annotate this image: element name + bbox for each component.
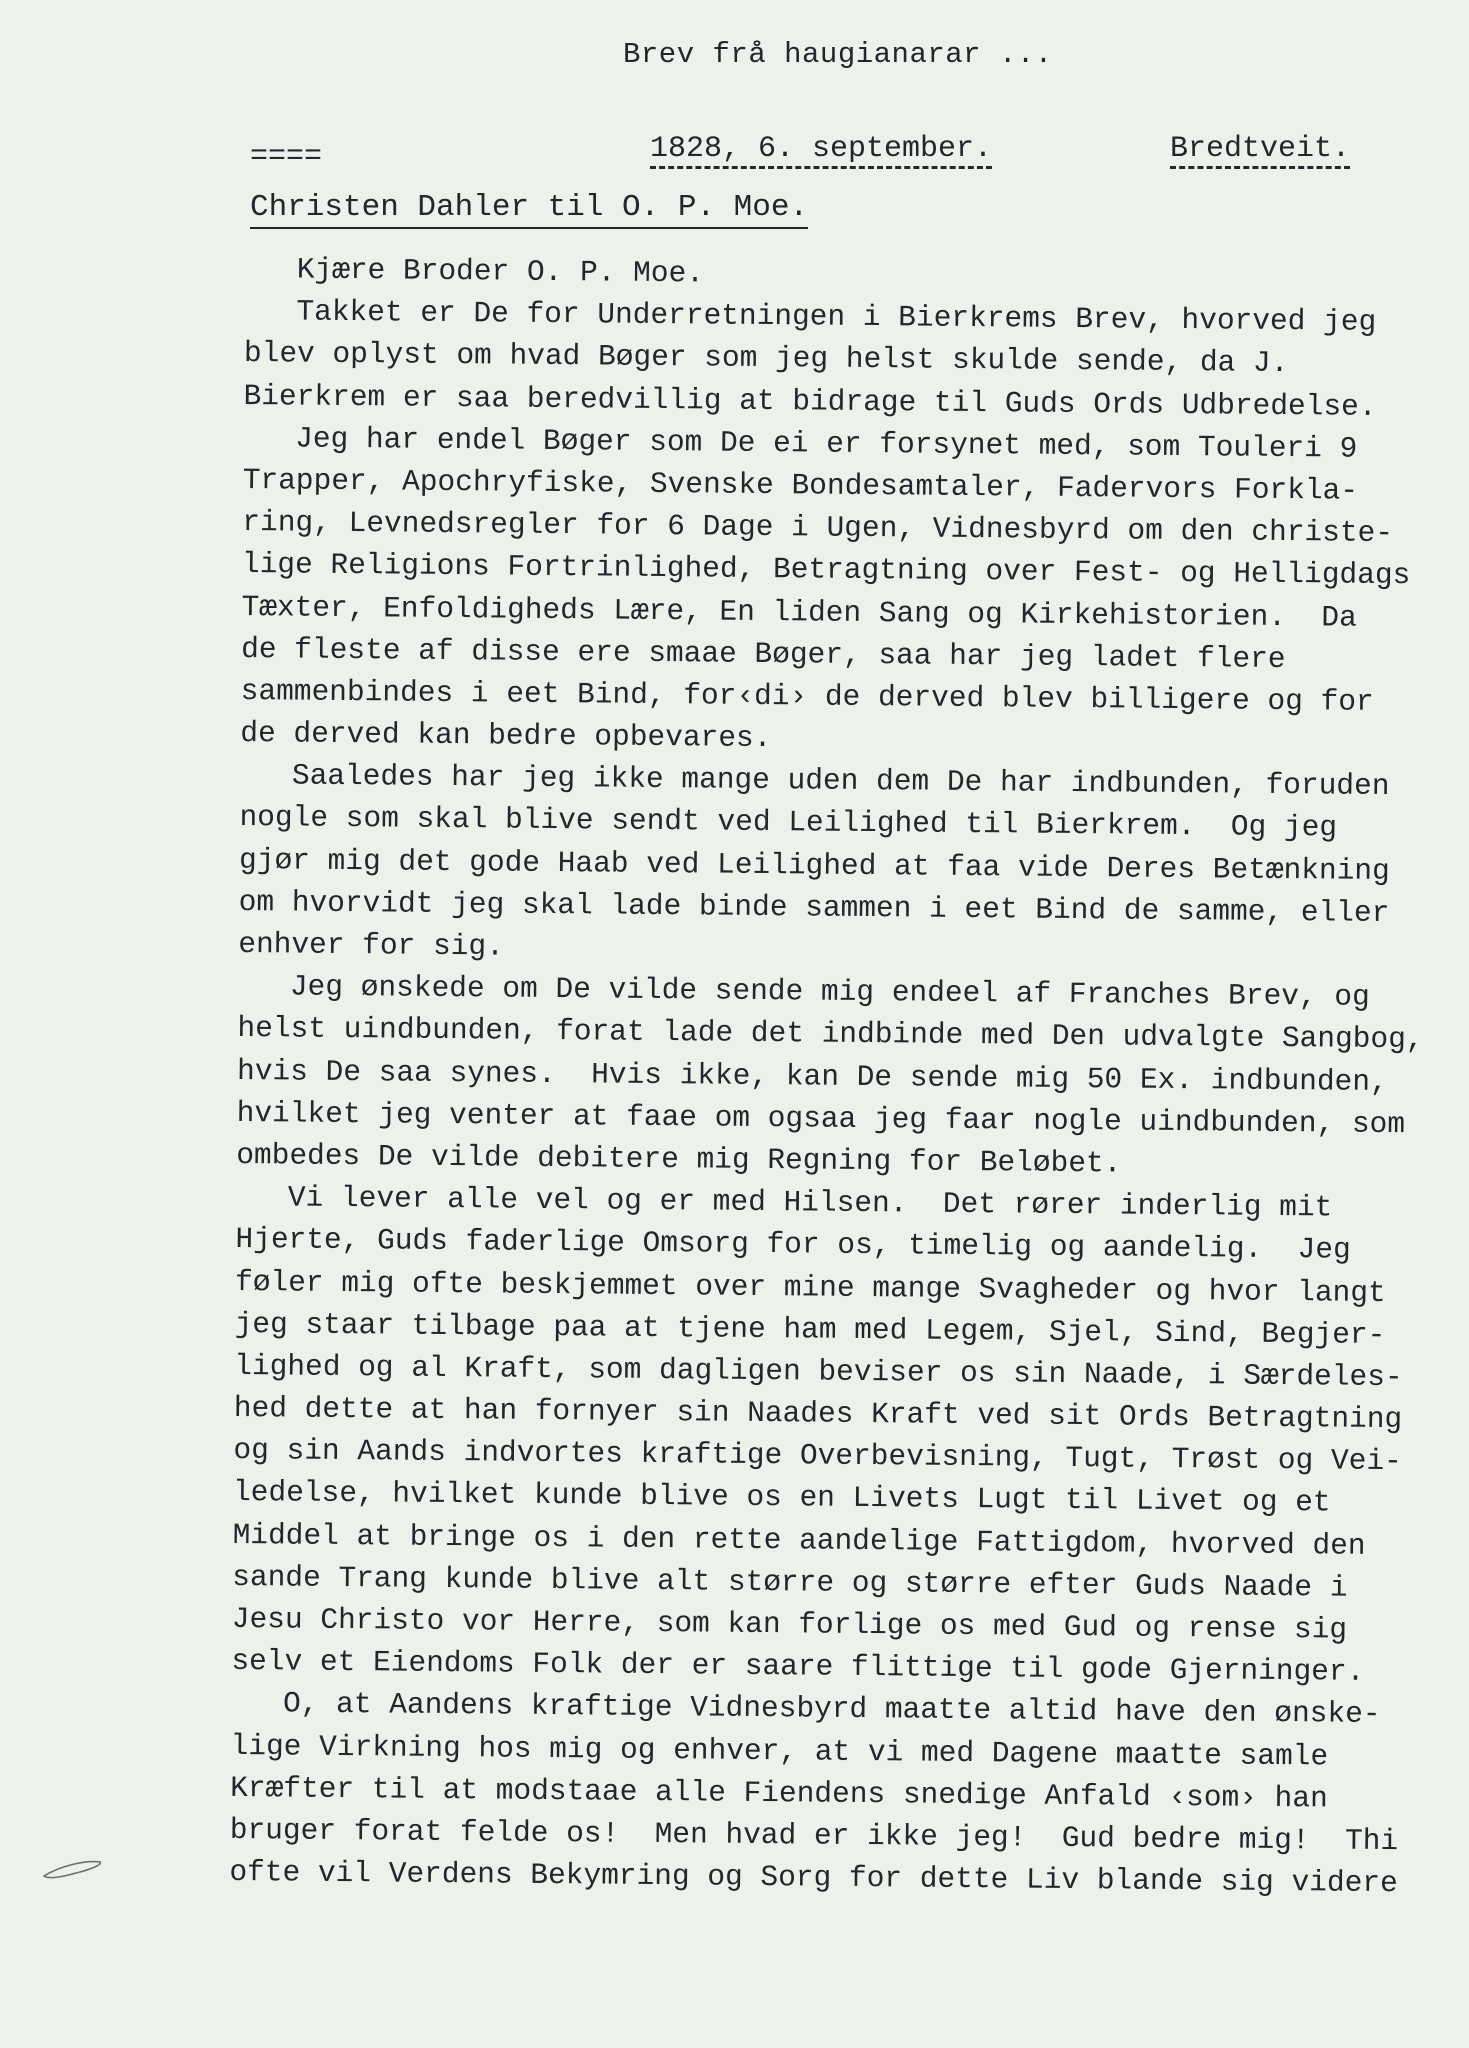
text-line: lige Religions Fortrinlighed, Betragtning over Fest- og Helligdags [241,547,1411,593]
text-line: Jeg har endel Bøger som De ei er forsynet med, som Touleri 9 [295,421,1358,466]
text-line: hed dette at han fornyer sin Naades Kraft ved sit Ords Betragtning [233,1391,1403,1437]
text-line: Tæxter, Enfoldigheds Lære, En liden Sang og Kirkehistorien. Da [241,589,1357,635]
text-line: Bierkrem er saa beredvillig at bidrage til Guds Ords Udbredelse. [243,378,1377,424]
text-line: om hvorvidt jeg skal lade binde sammen i eet Bind de samme, eller [238,884,1390,930]
text-line: hvis De saa synes. Hvis ikke, kan De sende mig 50 Ex. indbunden, [236,1053,1388,1099]
text-line: Kjære Broder O. P. Moe. [296,252,705,291]
text-line: ring, Levnedsregler for 6 Dage i Ugen, Vidnesbyrd om den christe- [242,505,1394,551]
watermark-top [120,220,190,396]
text-line: enhver for sig. [238,926,505,964]
text-line: helst uindbunden, forat lade det indbinde med Den udvalgte Sangbog, [237,1011,1424,1057]
text-line: Jesu Christo vor Herre, som kan forlige os med Gud og rense sig [231,1601,1348,1647]
text-line: Saaledes har jeg ikke mange uden dem De har indbunden, foruden [291,758,1390,804]
separator-marker: ==== [250,140,323,174]
text-line: de derved kan bedre opbevares. [240,716,772,756]
text-line: Hjerte, Guds faderlige Omsorg for os, timelig og aandelig. Jeg [235,1222,1351,1267]
letter-date: 1828, 6. september. [650,132,992,169]
text-line: Kræfter til at modstaae alle Fiendens snedige Anfald ‹som› han [230,1770,1328,1816]
text-line: føler mig ofte beskjemmet over mine mange Svagheder og hvor langt [234,1264,1386,1310]
text-line: selv et Eiendoms Folk der er saare flittige til gode Gjerninger. [231,1644,1365,1689]
text-line: Takket er De for Underretningen i Bierkrems Brev, hvorved jeg [296,294,1377,340]
margin-pencil-mark-icon [40,1858,105,1882]
text-line: og sin Aands indvortes kraftige Overbevisning, Tugt, Trøst og Vei- [233,1433,1402,1479]
text-line: de fleste af disse ere smaae Bøger, saa har jeg ladet flere [240,631,1286,676]
text-line: lige Virkning hos mig og enhver, at vi med Dagene maatte samle [230,1728,1329,1774]
text-line: sammenbindes i eet Bind, for‹di› de derved blev billigere og for [240,673,1374,719]
text-line: jeg staar tilbage paa at tjene ham med Legem, Sjel, Sind, Begjer- [234,1306,1386,1352]
text-line: Middel at bringe os i den rette aandelige Fattigdom, hvorved den [232,1517,1366,1563]
letter-body [229,248,1424,1904]
text-line: ombedes De vilde debitere mig Regning for Beløbet. [236,1137,1122,1181]
letter-meta [250,132,1350,172]
text-line: hvilket jeg venter at faae om ogsaa jeg faar nogle uindbunden, som [236,1095,1406,1141]
text-line: Jeg ønskede om De vilde sende mig endeel af Franches Brev, og [289,969,1370,1015]
text-line: ofte vil Verdens Bekymring og Sorg for dette Liv blande sig videre [229,1855,1398,1901]
text-line: ledelse, hvilket kunde blive os en Livets Lugt til Livet og et [232,1475,1331,1520]
text-line: nogle som skal blive sendt ved Leilighed til Bierkrem. Og jeg [239,800,1338,845]
text-line: Vi lever alle vel og er med Hilsen. Det rører inderlig mit [287,1180,1333,1225]
text-line: blev oplyst om hvad Bøger som jeg helst skulde sende, da J. [243,336,1289,381]
page-header: Brev frå haugianarar ... [623,38,1053,71]
text-line: O, at Aandens kraftige Vidnesbyrd maatte altid have den ønske- [282,1686,1381,1732]
text-line: Trapper, Apochryfiske, Svenske Bondesamtaler, Fadervors Forkla- [242,462,1359,508]
text-line: bruger forat felde os! Men hvad er ikke jeg! Gud bedre mig! Thi [229,1812,1399,1859]
letter-place: Bredtveit. [1170,132,1350,169]
letter-title: Christen Dahler til O. P. Moe. [250,190,808,229]
text-line: gjør mig det gode Haab ved Leilighed at faa vide Deres Betænkning [238,842,1390,888]
text-line: lighed og al Kraft, som dagligen beviser os sin Naade, i Særdeles- [234,1348,1403,1395]
text-line: sande Trang kunde blive alt større og større efter Guds Naade i [232,1559,1348,1605]
